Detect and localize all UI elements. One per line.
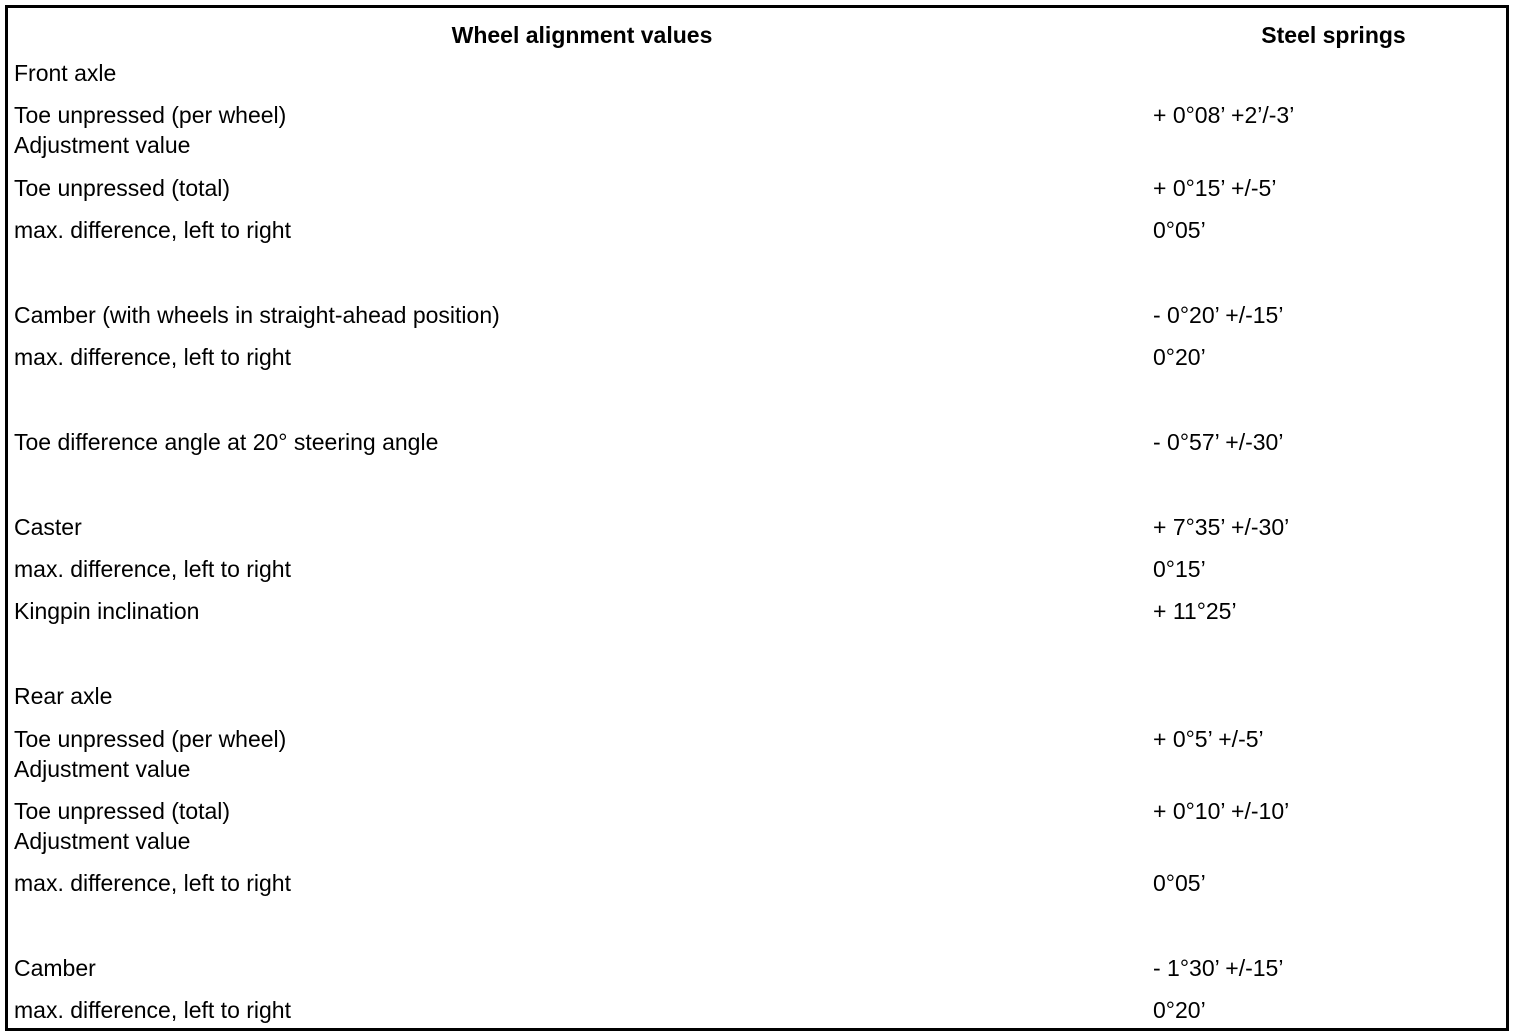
row-label — [14, 512, 82, 542]
row-value: + 11°25’ — [1153, 598, 1237, 624]
row-value: + 0°15’ +/-5’ — [1153, 175, 1277, 201]
row-label-line: Toe unpressed (per wheel) — [14, 726, 287, 752]
row-value: 0°05’ — [1153, 870, 1206, 896]
row-label-line: Camber (with wheels in straight-ahead position) — [14, 302, 500, 328]
row-label-line: Adjustment value — [14, 132, 191, 158]
row-label — [14, 995, 291, 1025]
row-label-line: Camber — [14, 955, 96, 981]
row-value: + 7°35’ +/-30’ — [1153, 514, 1290, 540]
row-label — [14, 100, 286, 160]
row-label-line: Kingpin inclination — [14, 598, 200, 624]
row-label-line: Toe unpressed (total) — [14, 175, 231, 201]
row-label — [14, 173, 230, 203]
row-value: - 0°57’ +/-30’ — [1153, 429, 1284, 455]
row-value: 0°20’ — [1153, 997, 1206, 1023]
row-label-line: Toe difference angle at 20° steering angle — [14, 429, 439, 455]
row-label — [14, 681, 112, 711]
row-label-line: Toe unpressed (total) — [14, 798, 231, 824]
row-value: 0°20’ — [1153, 344, 1206, 370]
row-label-line: Front axle — [14, 60, 117, 86]
row-value: 0°05’ — [1153, 217, 1206, 243]
row-value: - 1°30’ +/-15’ — [1153, 955, 1284, 981]
row-label — [14, 796, 230, 856]
row-label-line: max. difference, left to right — [14, 997, 291, 1023]
row-value: 0°15’ — [1153, 556, 1206, 582]
column-header-steel-springs: Steel springs — [1261, 22, 1406, 48]
row-value: + 0°10’ +/-10’ — [1153, 798, 1290, 824]
row-label — [14, 596, 199, 626]
row-label-line: Toe unpressed (per wheel) — [14, 102, 287, 128]
row-label — [14, 554, 291, 584]
row-label — [14, 342, 291, 372]
row-label-line: Adjustment value — [14, 828, 191, 854]
row-label — [14, 300, 500, 330]
column-header-parameter: Wheel alignment values — [451, 22, 713, 48]
row-label-line: max. difference, left to right — [14, 217, 291, 243]
alignment-table — [5, 5, 1509, 1031]
row-label-line: max. difference, left to right — [14, 556, 291, 582]
row-value: - 0°20’ +/-15’ — [1153, 302, 1284, 328]
row-label-line: Caster — [14, 514, 82, 540]
row-label-line: Adjustment value — [14, 756, 191, 782]
row-label — [14, 724, 286, 784]
row-label-line: max. difference, left to right — [14, 870, 291, 896]
row-label-line: Rear axle — [14, 683, 113, 709]
row-value: + 0°08’ +2’/-3’ — [1153, 102, 1295, 128]
row-label — [14, 868, 291, 898]
row-label-line: max. difference, left to right — [14, 344, 291, 370]
row-label — [14, 215, 291, 245]
row-label — [14, 58, 116, 88]
row-value: + 0°5’ +/-5’ — [1153, 726, 1264, 752]
row-label — [14, 953, 96, 983]
row-label — [14, 427, 438, 457]
